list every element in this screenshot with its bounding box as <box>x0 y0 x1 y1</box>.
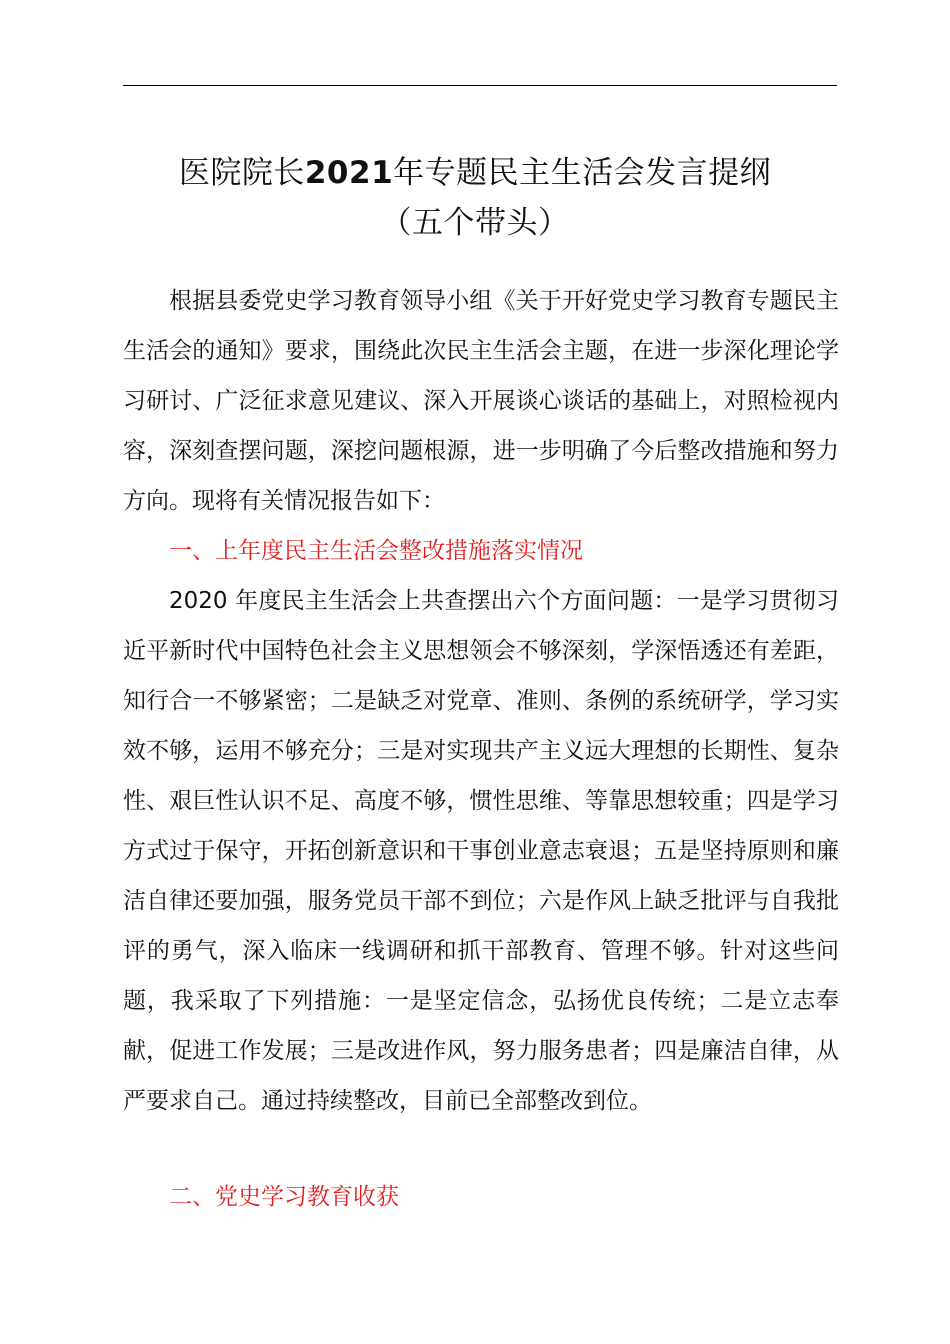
title-year: 2021 <box>304 155 394 191</box>
document-title <box>100 154 850 192</box>
title-prefix: 医院院长 <box>178 155 305 191</box>
section-1-paragraph: 2020 年度民主生活会上共查摆出六个方面问题：一是学习贯彻习近平新时代中国特色社会主义思想领会不够深刻，学深悟透还有差距，知行合一不够紧密；二是缺乏对党章、准则、条例的系统研学，学习实效不够，运用不够充分；三是对实现共产主义远大理想的长期性、复杂性、艰巨性认识不足、高度不够，惯性思维、等靠思想较重；四是学习方式过于保守，开拓创新意识和干事创业意志衰退；五是坚持原则和廉洁自律还要加强，服务党员干部不到位；六是作风上缺乏批评与自我批评的勇气，深入临床一线调研和抓干部教育、管理不够。针对这些问题，我采取了下列措施：一是坚定信念，弘扬优良传统；二是立志奉献，促进工作发展；三是改进作风，努力服务患者；四是廉洁自律，从严要求自己。通过持续整改，目前已全部整改到位。 <box>123 588 839 1114</box>
section-heading-1: 一、上年度民主生活会整改措施落实情况 <box>169 538 583 564</box>
title-suffix: 年专题民主生活会发言提纲 <box>393 155 772 191</box>
section-heading-2: 二、党史学习教育收获 <box>169 1184 399 1210</box>
document-subtitle: （五个带头） <box>380 205 570 241</box>
header-rule <box>123 85 837 86</box>
intro-paragraph: 根据县委党史学习教育领导小组《关于开好党史学习教育专题民主生活会的通知》要求，围绕此次民主生活会主题，在进一步深化理论学习研讨、广泛征求意见建议、深入开展谈心谈话的基础上，对照检视内容，深刻查摆问题，深挖问题根源，进一步明确了今后整改措施和努力方向。现将有关情况报告如下： <box>123 288 839 514</box>
